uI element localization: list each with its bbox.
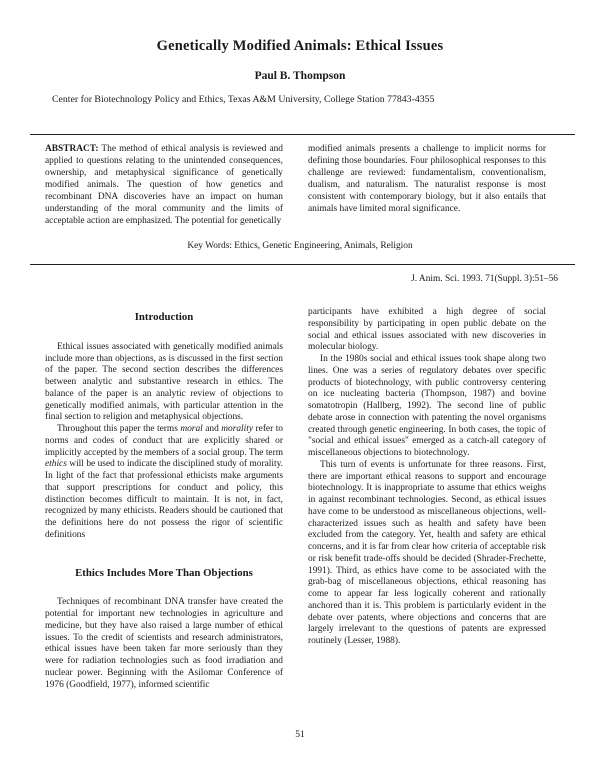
term-morality: morality (221, 424, 254, 434)
right-paragraph-1: participants have exhibited a high degree of social responsibility by participating in open public debate on the social and ethical issues associated with new discoveries in molecular biology. (308, 307, 546, 353)
abstract-label: ABSTRACT: (45, 144, 99, 154)
paper-title: Genetically Modified Animals: Ethical Issues (156, 38, 444, 54)
page-number: 51 (295, 729, 305, 740)
intro-p2-part-a: Throughout this paper the terms (57, 424, 181, 434)
right-paragraph-2: In the 1980s social and ethical issues took shape along two lines. One was a series of regulatory debates over specific products of biotechnology, with public controversy centering on ice nucleating bacteria (Thompson, 1987) and bovine somatotropin (Hallberg, 1992). The second line of public debate arose in connection with patenting the novel organisms created through genetic engineering. In both cases, the topic of "social and ethical issues" emerged as a catch-all category of miscellaneous objections to biotechnology. (308, 354, 546, 458)
abstract-bottom-rule (30, 264, 575, 265)
abstract-body-right: modified animals presents a challenge to implicit norms for defining those boundaries. Four philosophical responses to this challenge are reviewed: fundamentalism, conventionalism, dualism, and naturalism. The naturalist response is most consistent with contemporary biology, but it also entails that animals have limited moral significance. (308, 144, 546, 214)
intro-paragraph-2 (45, 424, 283, 542)
intro-p2-part-b: refer to norms and codes of conduct that are explicitly shared or implicitly accepted by the members of a social group. The term (45, 424, 283, 458)
abstract-text-left (45, 143, 283, 227)
section-heading-introduction: Introduction (134, 311, 194, 323)
term-ethics: ethics (45, 459, 67, 470)
section-heading-ethics-objections: Ethics Includes More Than Objections (75, 566, 253, 579)
keywords: Key Words: Ethics, Genetic Engineering, Animals, Religion (187, 241, 413, 251)
author-name: Paul B. Thompson (254, 70, 346, 82)
intro-p2-and: and (202, 424, 222, 434)
body-left-column (45, 312, 283, 691)
abstract-body-left: The method of ethical analysis is reviewed and applied to questions relating to the unintended consequences, ownership, and metaphysical significance of genetically modified animals. The question of how genetics and recombinant DNA discoveries have an impact on human understanding of the moral community and the limits of acceptable action are emphasized. The potential for genetically (45, 144, 283, 226)
abstract-top-rule (30, 134, 575, 135)
abstract-left-column (45, 143, 283, 227)
section2-paragraph-1: Techniques of recombinant DNA transfer have created the potential for important new technologies in agriculture and medicine, but they have also raised a large number of ethical issues. To the credit of scientists and research administrators, ethical issues have been taken far more seriously than they were for radiation technologies such as food irradiation and nuclear power. Beginning with the Asilomar Conference of 1976 (Goodfield, 1977), informed scientific (45, 597, 283, 690)
intro-p2-part-c: will be used to indicate the disciplined study of morality. In light of the fact that professional ethicists make arguments that support prescriptions for conduct and policy, this distinction becomes difficult to maintain. It is not, in fact, recognized by many ethicists. Readers should be cautioned that the definitions here do not possess the rigor of scientific definitions (45, 459, 283, 540)
author-affiliation: Center for Biotechnology Policy and Ethics, Texas A&M University, College Station 77843-4355 (52, 94, 435, 105)
term-moral: moral (180, 424, 203, 434)
abstract-right-column (308, 143, 546, 215)
journal-citation: J. Anim. Sci. 1993. 71(Suppl. 3):51–56 (411, 274, 558, 284)
intro-paragraph-1: Ethical issues associated with genetically modified animals include more than objections, as is discussed in the first section of the paper. The second section describes the differences between analytic and substantive research in ethics. The balance of the paper is an analytic review of objections to genetically modified animals, with particular attention in the final section to religion and metaphysical objections. (45, 341, 283, 423)
right-paragraph-3: This turn of events is unfortunate for three reasons. First, there are important ethical reasons to support and encourage biotechnology. It is inappropriate to assume that ethics weighs in against recombinant technologies. Second, as ethical issues have come to be understood as miscellaneous objections, well-characterized issues such as health and safety have been excluded from the category. Yet, health and safety are ethical concerns, and it is far from clear how criteria of acceptable risk or risk benefit trade-offs should be decided (Shrader-Frechette, 1991). Third, as ethics have come to be associated with the grab-bag of miscellaneous objections, ethical reasoning has come to appear far less logically coherent and rationally anchored than it is. This problem is particularly evident in the debate over patents, where objections and concerns that are largely irrelevant to the questions of patents are expressed routinely (Lesser, 1988). (308, 459, 546, 646)
body-right-column (308, 307, 546, 648)
